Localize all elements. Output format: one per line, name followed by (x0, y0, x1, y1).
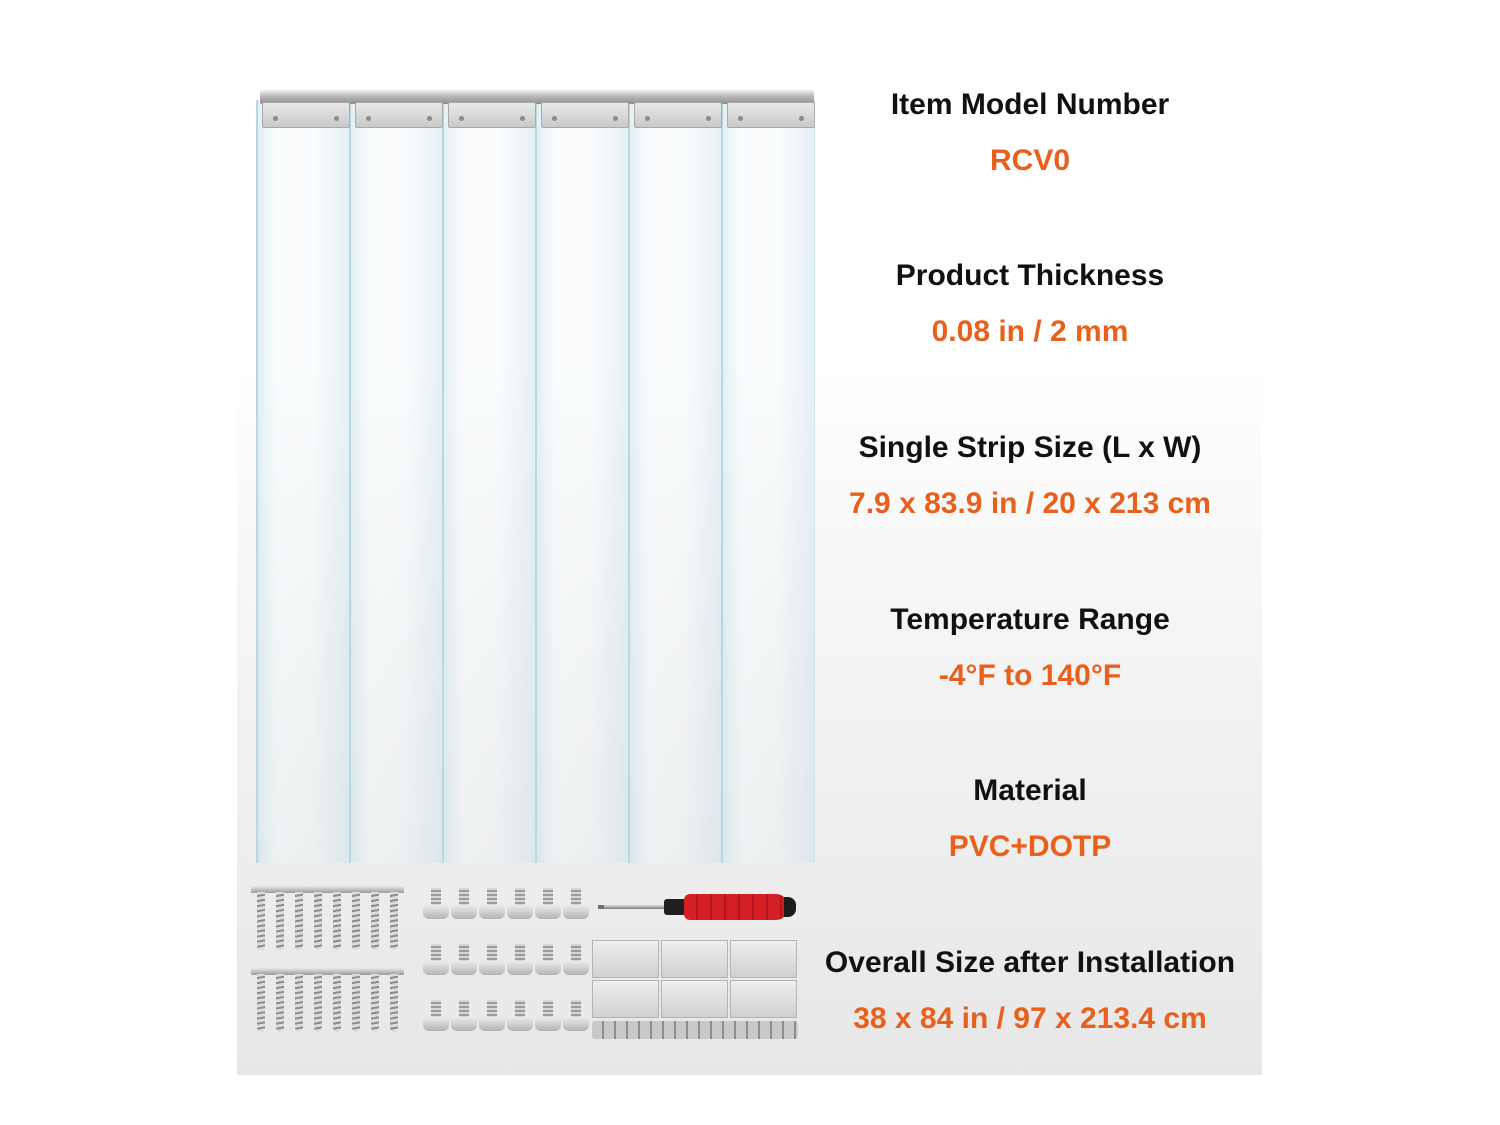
bolt-icon (451, 888, 477, 922)
spec-overall-size (790, 946, 1270, 1036)
bolt-icon (423, 944, 449, 978)
screw-icon (368, 968, 382, 1036)
spec-label: Item Model Number (890, 88, 1170, 121)
spec-value: RCV0 (989, 144, 1071, 177)
bolt-icon (479, 1000, 505, 1034)
bolt-icon (423, 888, 449, 922)
mounting-plate-icon (661, 940, 728, 978)
bolt-icon (479, 888, 505, 922)
bolt-icon (507, 944, 533, 978)
screw-icon (292, 968, 306, 1036)
bolt-icon (563, 1000, 589, 1034)
spec-material (790, 774, 1270, 864)
mounting-plate-icon (592, 940, 659, 978)
bolt-icon (507, 1000, 533, 1034)
spec-single-strip-size (790, 431, 1270, 521)
screw-icon (387, 886, 401, 954)
bolt-icon (423, 1000, 449, 1034)
bolt-icon (479, 944, 505, 978)
bolt-icon (451, 1000, 477, 1034)
mounting-plate-icon (661, 980, 728, 1018)
bolt-icon (535, 888, 561, 922)
screw-row-top (254, 886, 401, 954)
screw-icon (368, 886, 382, 954)
curtain-strip (256, 100, 350, 863)
screw-icon (349, 886, 363, 954)
bolt-icon (563, 944, 589, 978)
bolt-row (423, 888, 589, 922)
screw-icon (330, 886, 344, 954)
strip-mounting-plate (262, 102, 350, 128)
strip-mounting-plate (448, 102, 536, 128)
spec-label: Product Thickness (895, 259, 1165, 292)
screw-icon (387, 968, 401, 1036)
mounting-plate-icon (730, 980, 797, 1018)
spec-temperature-range (790, 603, 1270, 693)
strip-mounting-plate (541, 102, 629, 128)
strip-curtain-image (256, 90, 818, 863)
curtain-strips (256, 100, 818, 863)
bolt-row (423, 1000, 589, 1034)
screw-icon (254, 968, 268, 1036)
spec-value: 7.9 x 83.9 in / 20 x 213 cm (849, 487, 1211, 520)
screw-icon (292, 886, 306, 954)
spec-value: PVC+DOTP (948, 830, 1112, 863)
strip-mounting-plate (634, 102, 722, 128)
bolt-row (423, 944, 589, 978)
bolt-icon (535, 1000, 561, 1034)
screw-icon (254, 886, 268, 954)
spec-value: 38 x 84 in / 97 x 213.4 cm (853, 1002, 1207, 1035)
curtain-strip (535, 100, 629, 863)
hanger-rail-icon (592, 1021, 798, 1039)
spec-item-model-number (790, 88, 1270, 178)
spec-product-thickness (790, 259, 1270, 349)
bolt-icon (451, 944, 477, 978)
screw-icon (311, 886, 325, 954)
screw-icon (273, 886, 287, 954)
mounting-plate-icon (592, 980, 659, 1018)
installation-hardware-kit (250, 880, 805, 1045)
spec-label: Overall Size after Installation (824, 946, 1236, 979)
spec-label: Material (973, 774, 1087, 807)
screw-icon (330, 968, 344, 1036)
spec-label: Single Strip Size (L x W) (858, 431, 1202, 464)
strip-mounting-plate (355, 102, 443, 128)
mounting-plate-icon (730, 940, 797, 978)
curtain-strip (442, 100, 536, 863)
screw-icon (273, 968, 287, 1036)
screwdriver-icon (598, 894, 798, 920)
screw-icon (349, 968, 363, 1036)
bolt-icon (507, 888, 533, 922)
bolt-icon (563, 888, 589, 922)
screw-icon (311, 968, 325, 1036)
spec-value: -4°F to 140°F (938, 659, 1122, 692)
spec-label: Temperature Range (890, 603, 1170, 636)
spec-value: 0.08 in / 2 mm (931, 315, 1129, 348)
screw-row-bottom (254, 968, 401, 1036)
curtain-strip (628, 100, 722, 863)
bolt-icon (535, 944, 561, 978)
curtain-strip (349, 100, 443, 863)
